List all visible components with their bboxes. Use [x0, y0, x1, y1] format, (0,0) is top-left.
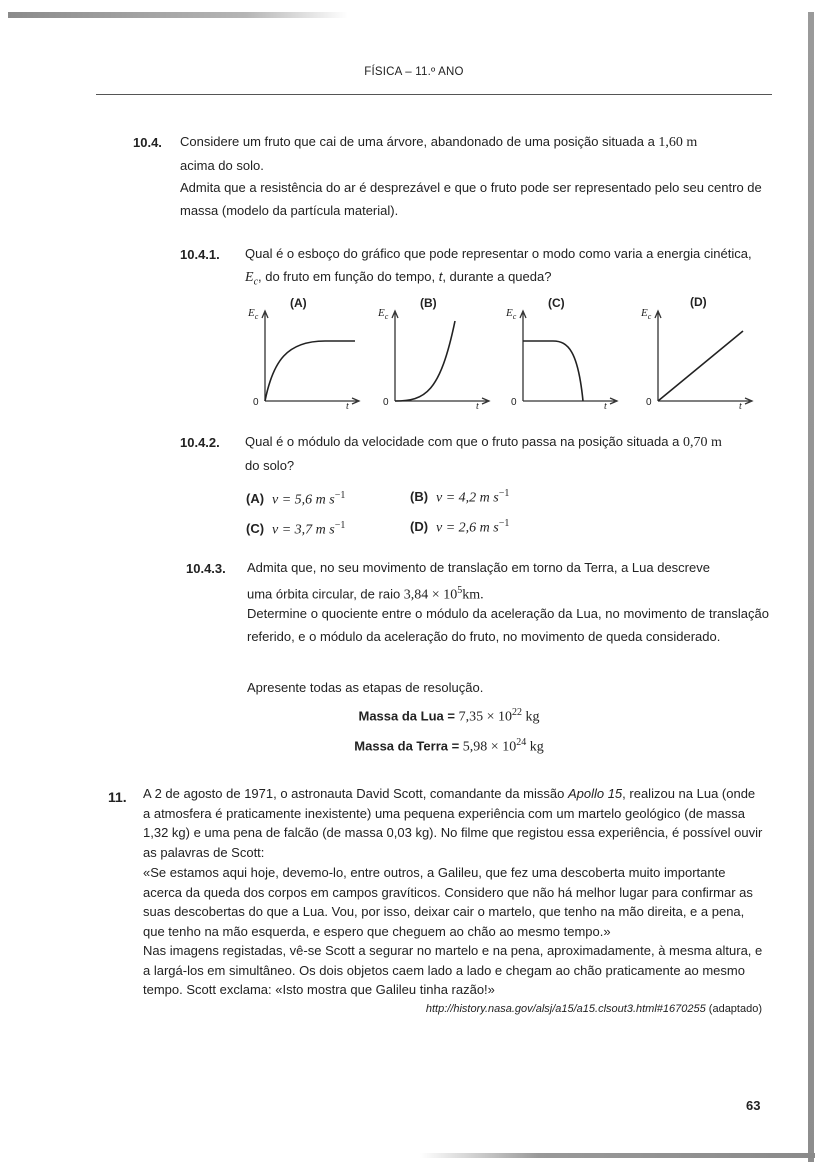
header-divider: [96, 94, 772, 95]
x-axis-label: t: [739, 401, 742, 412]
question-text: [247, 556, 769, 606]
graph-canvas: [262, 305, 357, 405]
earth-mass-unit: kg: [526, 739, 544, 755]
x-axis-label: t: [346, 401, 349, 412]
radius-unit: km.: [462, 587, 484, 603]
graph-label: (D): [690, 295, 707, 309]
question-number: 10.4.: [133, 135, 162, 150]
question-number: 10.4.1.: [180, 247, 220, 262]
question-assumption: Admita que a resistência do ar é desprezável e que o fruto pode ser representado pelo seu centro de massa (modelo da partícula material).: [180, 180, 762, 218]
graph-label: (A): [290, 296, 307, 310]
source-url[interactable]: http://history.nasa.gov/alsj/a15/a15.clsout3.html#1670255: [425, 1003, 706, 1015]
intro-text-cont: acima do solo.: [180, 158, 264, 173]
y-axis-label: [641, 307, 651, 321]
q-text-a: Qual é o esboço do gráfico que pode representar o modo como varia a energia cinética,: [245, 246, 752, 261]
scan-edge-top: [8, 12, 348, 18]
graph-canvas: [520, 305, 615, 405]
y-axis-symbol: E: [506, 307, 513, 319]
q-line1: Admita que, no seu movimento de translação em torno da Terra, a Lua descreve: [247, 560, 710, 575]
graph-canvas: [655, 305, 750, 405]
q-line2: uma órbita circular, de raio: [247, 586, 404, 602]
y-axis-symbol: E: [248, 307, 255, 319]
ec-symbol: E: [245, 270, 254, 285]
y-axis-label: [248, 307, 258, 321]
question-11-context: [143, 784, 763, 862]
context-text: A 2 de agosto de 1971, o astronauta David Scott, comandante da missão: [143, 786, 568, 801]
y-axis-subscript: c: [647, 312, 652, 322]
x-axis: [523, 398, 617, 404]
intro-text: Considere um fruto que cai de uma árvore, abandonado de uma posição situada a: [180, 134, 659, 149]
option-value: v = 2,6 m s: [436, 520, 499, 536]
graph-option-a[interactable]: [248, 296, 357, 415]
option-key: (A): [246, 491, 265, 507]
q-text-c: , durante a queda?: [442, 269, 552, 284]
option-value: v = 4,2 m s: [436, 490, 499, 506]
moon-mass-unit: kg: [521, 709, 540, 725]
source-note: (adaptado): [705, 1003, 762, 1015]
moon-mass-label: Massa da Lua =: [358, 708, 459, 724]
question-note: Apresente todas as etapas de resolução.: [247, 680, 484, 695]
x-axis: [395, 398, 489, 404]
q-text-b: , do fruto em função do tempo,: [258, 269, 439, 284]
y-axis: [262, 311, 268, 401]
y-axis-label: [378, 307, 388, 321]
graph-option-b[interactable]: [378, 296, 487, 415]
question-11-description: Nas imagens registadas, vê-se Scott a segurar no martelo e na pena, aproximadamente, à mesma altura, e a largá-los em simultâneo. Os dois objetos caem lado a lado e chegam ao chão praticamente ao mesmo tempo. Scott exclama: «Isto mostra que Galileu tinha razão!»: [143, 943, 763, 997]
page-header: FÍSICA – 11.º ANO: [364, 66, 464, 78]
option-value: v = 3,7 m s: [272, 522, 335, 538]
radius-value: 3,84 × 10: [403, 587, 458, 603]
page-number: 63: [746, 1098, 761, 1113]
option-key: (D): [410, 519, 429, 535]
option-key: (C): [246, 521, 265, 537]
option-b[interactable]: [410, 488, 509, 506]
question-text: [245, 430, 770, 477]
question-text: [245, 242, 770, 294]
option-key: (B): [410, 489, 429, 505]
scan-edge-bottom: [420, 1153, 815, 1158]
y-axis: [520, 311, 526, 401]
option-value: v = 5,6 m s: [272, 492, 335, 508]
y-axis-subscript: c: [512, 312, 517, 322]
ec-curve: [523, 341, 583, 401]
ec-curve: [265, 341, 355, 401]
x-axis-label: t: [604, 401, 607, 412]
question-instruction: Determine o quociente entre o módulo da aceleração da Lua, no movimento de translação referido, e o módulo da aceleração do fruto, no movimento de queda considerado.: [247, 606, 769, 644]
graph-option-d[interactable]: [641, 295, 750, 415]
radius-exp: 5: [457, 585, 463, 596]
moon-mass-value: 7,35 × 10: [458, 709, 512, 725]
graph-canvas: [392, 305, 487, 405]
origin-label: 0: [253, 397, 259, 408]
ec-subscript: c: [253, 276, 259, 288]
x-axis: [265, 398, 359, 404]
option-exp: −1: [498, 488, 510, 499]
y-axis-symbol: E: [378, 307, 385, 319]
y-axis-subscript: c: [254, 312, 259, 322]
option-exp: −1: [334, 520, 346, 531]
scott-quote: «Se estamos aqui hoje, devemo-lo, entre outros, a Galileu, que fez uma descoberta muito importante acerca da queda dos corpos em campos gravíticos. Considero que não há melhor lugar para confirmar as suas descobertas do que a Lua. Vou, por isso, deixar cair o martelo, que tenho na mão direita, e a pena, que tenho na mão esquerda, e espero que cheguem ao chão ao mesmo tempo.»: [143, 865, 753, 939]
question-intro: [180, 130, 770, 177]
context-text-cont: , realizou na Lua (onde a atmosfera é praticamente inexistente) uma pequena experiência com um martelo geológico (de massa 1,32 kg) e uma pena de falcão (de massa 0,03 kg). No filme que registou essa experiência, é possível ouvir as palavras de Scott:: [143, 786, 763, 860]
q-text-cont: do solo?: [245, 458, 295, 473]
origin-label: 0: [511, 397, 517, 408]
q-text: Qual é o módulo da velocidade com que o fruto passa na posição situada a: [245, 434, 683, 449]
option-exp: −1: [498, 518, 510, 529]
height-value: 1,60 m: [658, 135, 698, 150]
y-axis-symbol: E: [641, 307, 648, 319]
question-number: 10.4.3.: [186, 561, 226, 576]
earth-mass: [35, 737, 828, 755]
question-number: 11.: [108, 789, 127, 805]
earth-mass-exp: 24: [516, 737, 527, 748]
earth-mass-label: Massa da Terra =: [354, 738, 463, 754]
option-c[interactable]: [246, 520, 345, 538]
question-number: 10.4.2.: [180, 435, 220, 450]
scan-edge-right: [808, 12, 814, 1162]
y-axis: [392, 311, 398, 401]
x-axis: [658, 398, 752, 404]
option-exp: −1: [334, 490, 346, 501]
ec-curve: [658, 331, 743, 401]
y-axis-label: [506, 307, 516, 321]
origin-label: 0: [383, 397, 389, 408]
source-citation: [426, 1003, 762, 1015]
origin-label: 0: [646, 397, 652, 408]
graph-label: (B): [420, 296, 437, 310]
graph-label: (C): [548, 296, 565, 310]
moon-mass: [35, 707, 828, 725]
y-axis-subscript: c: [384, 312, 389, 322]
option-d[interactable]: [410, 518, 509, 536]
height-value: 0,70 m: [682, 435, 722, 450]
ec-curve: [395, 321, 455, 401]
t-symbol: t: [438, 269, 443, 284]
x-axis-label: t: [476, 401, 479, 412]
moon-mass-exp: 22: [511, 707, 522, 718]
y-axis: [655, 311, 661, 401]
option-a[interactable]: [246, 490, 345, 508]
earth-mass-value: 5,98 × 10: [462, 739, 517, 755]
graph-option-c[interactable]: [506, 296, 615, 415]
mission-name: Apollo 15: [567, 786, 623, 801]
